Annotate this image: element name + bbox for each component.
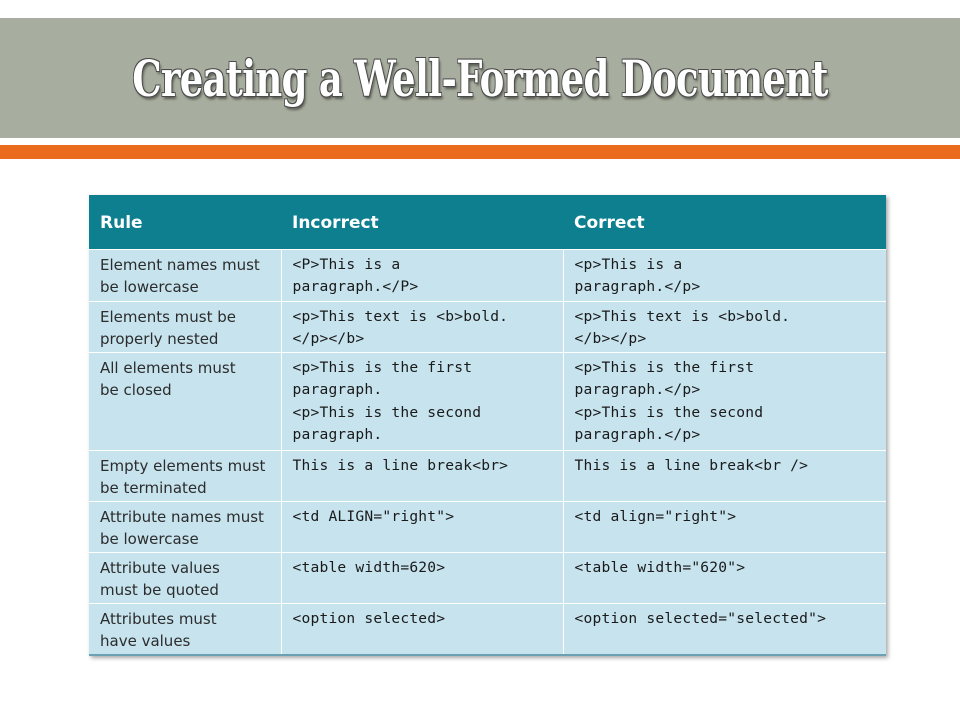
rule-cell: Element names must be lowercase [89, 249, 281, 301]
slide-title: Creating a Well-Formed Document [132, 48, 828, 108]
header-rule: Rule [89, 195, 281, 249]
header-correct: Correct [563, 195, 886, 249]
correct-code: <table width="620"> [563, 552, 886, 603]
correct-code: <td align="right"> [563, 501, 886, 552]
table-row [89, 501, 886, 552]
rule-cell: Attribute names must be lowercase [89, 501, 281, 552]
rules-table [89, 195, 886, 656]
incorrect-code: <p>This is the first paragraph. <p>This is the second paragraph. [281, 352, 563, 450]
rule-cell: Attributes must have values [89, 603, 281, 655]
table-row [89, 249, 886, 301]
rule-cell: Empty elements must be terminated [89, 450, 281, 501]
table-row [89, 450, 886, 501]
incorrect-code: <table width=620> [281, 552, 563, 603]
incorrect-code: <p>This text is <b>bold. </p></b> [281, 301, 563, 352]
correct-code: <p>This is the first paragraph.</p> <p>This is the second paragraph.</p> [563, 352, 886, 450]
correct-code: <option selected="selected"> [563, 603, 886, 655]
table-header-row [89, 195, 886, 249]
correct-code: <p>This text is <b>bold. </b></p> [563, 301, 886, 352]
incorrect-code: <P>This is a paragraph.</P> [281, 249, 563, 301]
table-row [89, 352, 886, 450]
accent-bar [0, 145, 960, 159]
rule-cell: All elements must be closed [89, 352, 281, 450]
table-row [89, 552, 886, 603]
incorrect-code: This is a line break<br> [281, 450, 563, 501]
rule-cell: Attribute values must be quoted [89, 552, 281, 603]
title-bar [0, 18, 960, 138]
rule-cell: Elements must be properly nested [89, 301, 281, 352]
table-row [89, 603, 886, 655]
incorrect-code: <option selected> [281, 603, 563, 655]
incorrect-code: <td ALIGN="right"> [281, 501, 563, 552]
header-incorrect: Incorrect [281, 195, 563, 249]
table-row [89, 301, 886, 352]
correct-code: This is a line break<br /> [563, 450, 886, 501]
correct-code: <p>This is a paragraph.</p> [563, 249, 886, 301]
